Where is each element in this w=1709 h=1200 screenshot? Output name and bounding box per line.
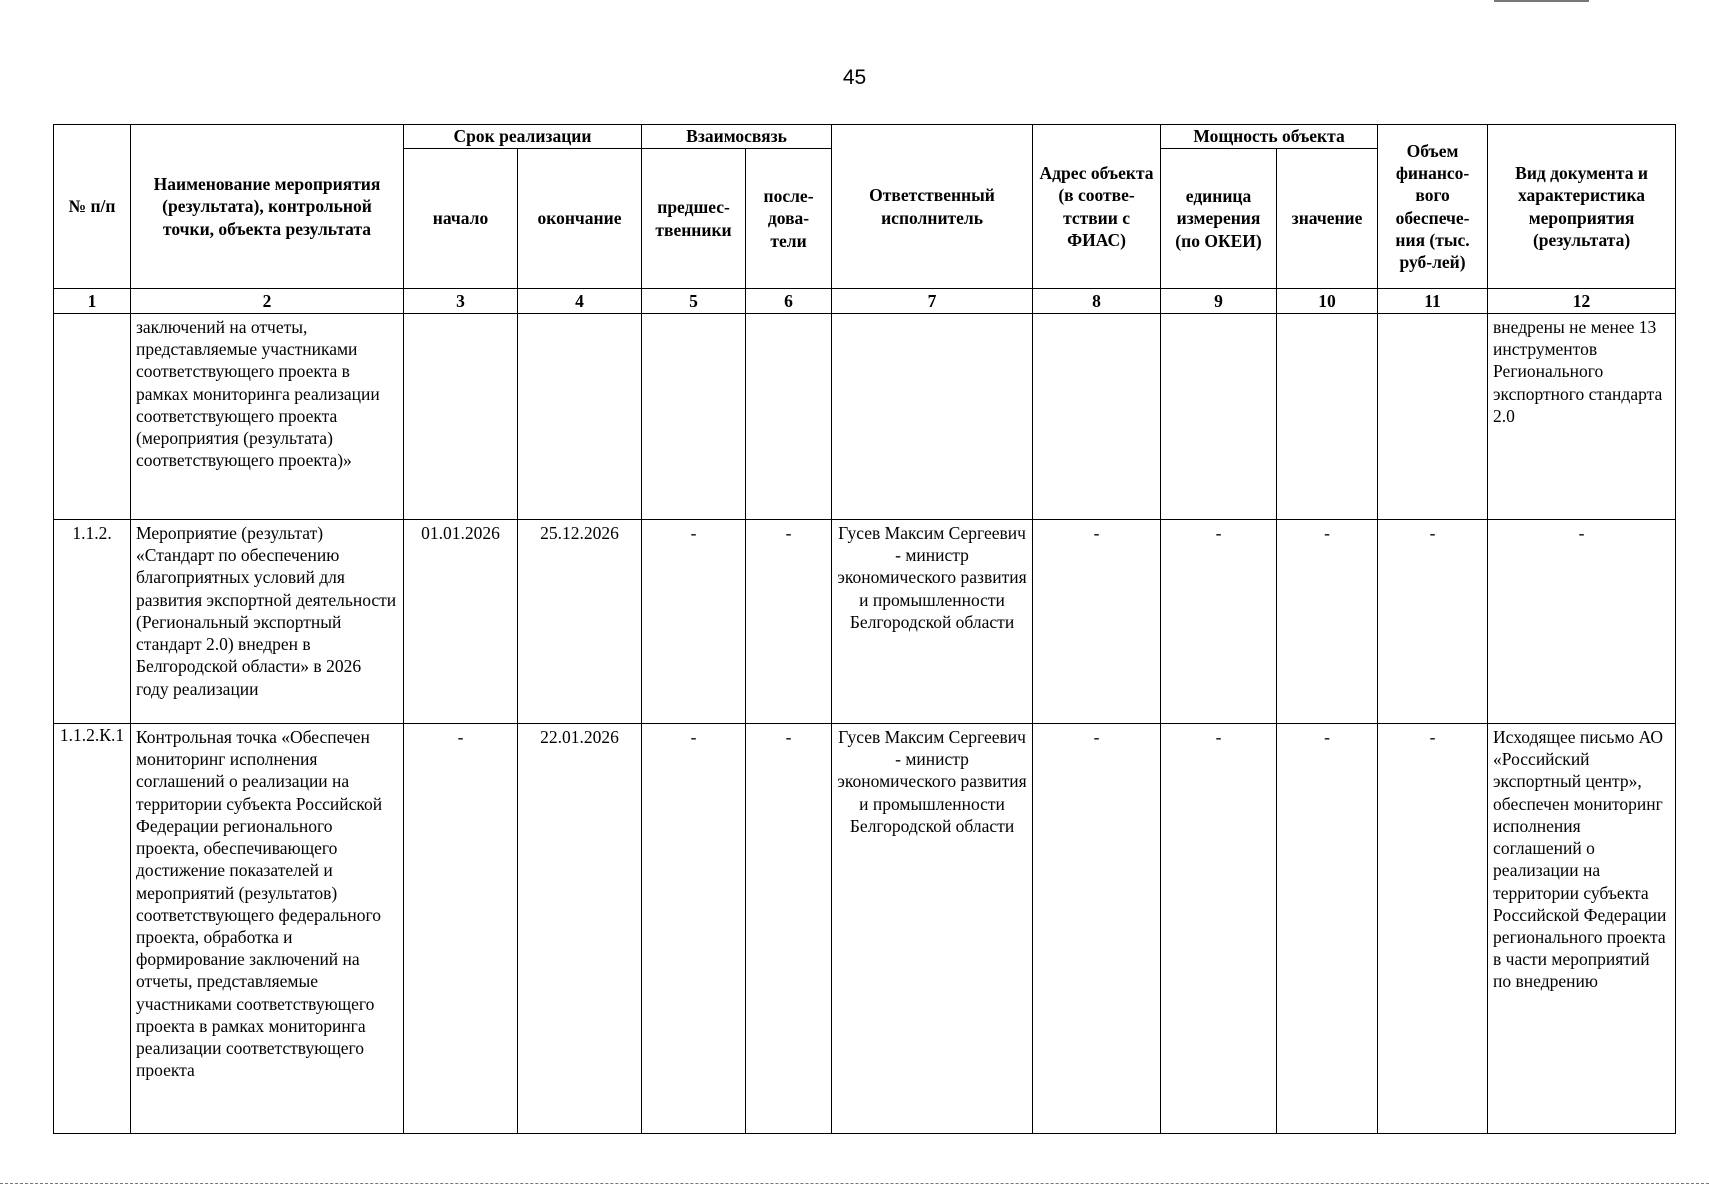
header-successors: после-дова-тели <box>746 149 832 289</box>
cell-successors <box>746 314 832 520</box>
cell-finance: - <box>1378 724 1488 1134</box>
column-number: 1 <box>54 289 131 314</box>
cell-address <box>1033 314 1161 520</box>
cell-value: - <box>1277 724 1378 1134</box>
cell-doc: Исходящее письмо АО «Российский экспортный центр», обеспечен мониторинг исполнения соглашений о реализации на территории субъекта Российской Федерации регионального проекта в части мероприятий по внедрению <box>1488 724 1676 1134</box>
column-number: 4 <box>518 289 642 314</box>
column-number: 6 <box>746 289 832 314</box>
header-link-group: Взаимосвязь <box>642 125 832 149</box>
cell-name: Контрольная точка «Обеспечен мониторинг исполнения соглашений о реализации на территории субъекта Российской Федерации регионального проекта, обеспечивающего достижение показателей и мероприятий (результатов) соответствующего федерального проекта, обработка и формирование заключений на отчеты, представляемые участниками соответствующего проекта в рамках мониторинга реализации соответствующего проекта <box>131 724 404 1134</box>
cell-successors: - <box>746 724 832 1134</box>
cell-name: заключений на отчеты, представляемые участниками соответствующего проекта в рамках мониторинга реализации соответствующего проекта (мероприятия (результата) соответствующего проекта)» <box>131 314 404 520</box>
cell-responsible: Гусев Максим Сергеевич - министр экономического развития и промышленности Белгородской области <box>832 724 1033 1134</box>
header-value: значение <box>1277 149 1378 289</box>
table-body <box>54 314 1676 1134</box>
cell-unit <box>1161 314 1277 520</box>
column-number: 7 <box>832 289 1033 314</box>
header-num: № п/п <box>54 125 131 289</box>
cell-finance <box>1378 314 1488 520</box>
cell-value <box>1277 314 1378 520</box>
cell-end: 25.12.2026 <box>518 520 642 724</box>
column-number: 11 <box>1378 289 1488 314</box>
cell-num <box>54 314 131 520</box>
cell-doc: внедрены не менее 13 инструментов Регионального экспортного стандарта 2.0 <box>1488 314 1676 520</box>
header-name: Наименование мероприятия (результата), контрольной точки, объекта результата <box>131 125 404 289</box>
header-doc: Вид документа и характеристика мероприятия (результата) <box>1488 125 1676 289</box>
header-start: начало <box>404 149 518 289</box>
header-address: Адрес объекта (в соотве-тствии с ФИАС) <box>1033 125 1161 289</box>
column-number: 10 <box>1277 289 1378 314</box>
cell-predecessors <box>642 314 746 520</box>
table-row <box>54 314 1676 520</box>
cell-address: - <box>1033 724 1161 1134</box>
header-capacity-group: Мощность объекта <box>1161 125 1378 149</box>
header-responsible: Ответственный исполнитель <box>832 125 1033 289</box>
cell-predecessors: - <box>642 724 746 1134</box>
column-number-row <box>54 289 1676 314</box>
column-number: 9 <box>1161 289 1277 314</box>
cell-unit: - <box>1161 520 1277 724</box>
cell-address: - <box>1033 520 1161 724</box>
cell-name: Мероприятие (результат) «Стандарт по обеспечению благоприятных условий для развития экспортной деятельности (Региональный экспортный стандарт 2.0) внедрен в Белгородской области» в 2026 году реализации <box>131 520 404 724</box>
column-number: 12 <box>1488 289 1676 314</box>
column-number: 3 <box>404 289 518 314</box>
column-number: 2 <box>131 289 404 314</box>
header-finance: Объем финансо-вого обеспече-ния (тыс. руб-лей) <box>1378 125 1488 289</box>
table-row <box>54 520 1676 724</box>
cell-start <box>404 314 518 520</box>
cell-end: 22.01.2026 <box>518 724 642 1134</box>
plan-table <box>53 124 1676 1134</box>
cell-responsible <box>832 314 1033 520</box>
cell-end <box>518 314 642 520</box>
cell-successors: - <box>746 520 832 724</box>
cell-predecessors: - <box>642 520 746 724</box>
header-predecessors: предшес-твенники <box>642 149 746 289</box>
cell-finance: - <box>1378 520 1488 724</box>
scan-border-line <box>0 1183 1709 1184</box>
header-end: окончание <box>518 149 642 289</box>
cell-value: - <box>1277 520 1378 724</box>
cell-start: - <box>404 724 518 1134</box>
cell-num: 1.1.2. <box>54 520 131 724</box>
cell-unit: - <box>1161 724 1277 1134</box>
cell-num: 1.1.2.К.1 <box>54 724 131 1134</box>
page-number: 45 <box>842 66 867 89</box>
cell-doc: - <box>1488 520 1676 724</box>
column-number: 5 <box>642 289 746 314</box>
scan-edge-mark <box>1494 0 1589 2</box>
column-number: 8 <box>1033 289 1161 314</box>
cell-responsible: Гусев Максим Сергеевич - министр экономического развития и промышленности Белгородской области <box>832 520 1033 724</box>
table-row <box>54 724 1676 1134</box>
table-header <box>54 125 1676 314</box>
header-term-group: Срок реализации <box>404 125 642 149</box>
header-unit: единица измерения (по ОКЕИ) <box>1161 149 1277 289</box>
cell-start: 01.01.2026 <box>404 520 518 724</box>
